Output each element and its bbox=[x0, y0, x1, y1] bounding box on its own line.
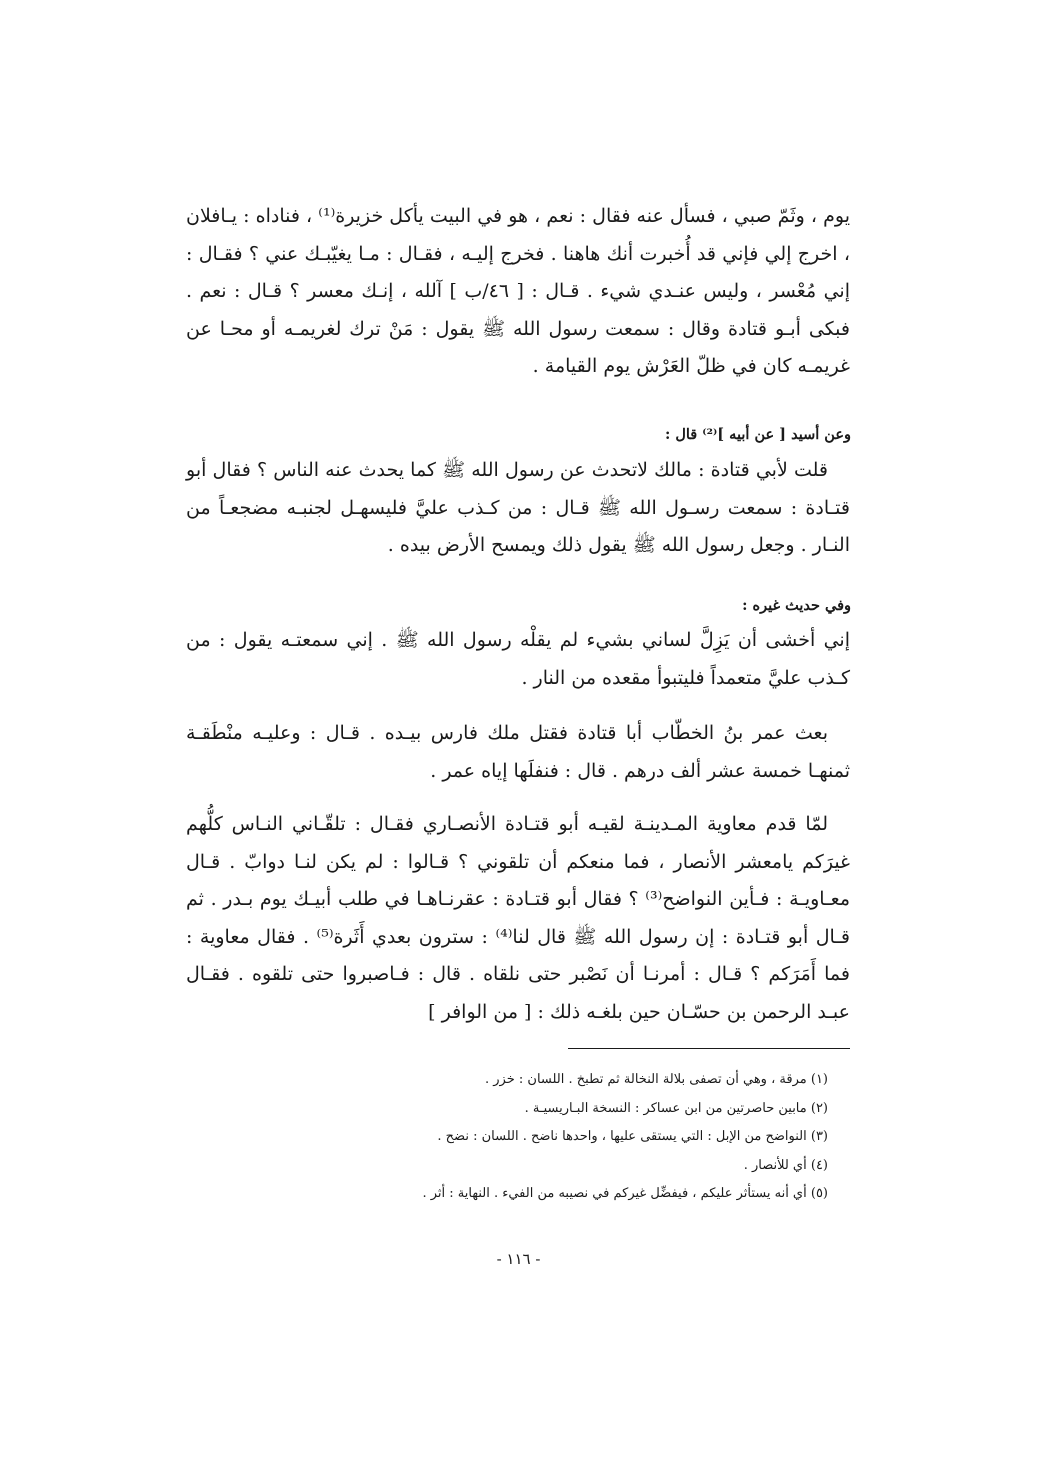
paragraph-text: قلت لأبي قتادة : مالك لاتحدث عن رسول الله ﷺ كما يحدث عنه الناس ؟ فقال أبو قتـادة : سمعت رسـول الله ﷺ قـال : من كـذب عليَّ فليسهـل لجنبـه مضجعـاً من النـار . وجعل رسول الله ﷺ يقول ذلك ويمسح الأرض بيده . bbox=[186, 459, 850, 556]
paragraph-muawiya-ansar bbox=[186, 806, 850, 1031]
footnote-5: (٥) أي أنه يستأثر عليكم ، فيفضِّل غيركم في نصيبه من الفيء . النهاية : أثر . bbox=[422, 1186, 828, 1202]
paragraph-text: لمّا قدم معاوية المـدينـة لقيـه أبو قتـادة الأنصـاري فقـال : تلقّـاني النـاس كلُّهم غيرَكم يامعشر الأنصار ، فما منعكم أن تلقوني ؟ قـالوا : لم يكن لنـا دوابّ . قـال معـاويـة : فـأين النواضح⁽³⁾ ؟ فقال أبو قتـادة : عقرنـاهـا في طلب أبيـك يوم بـدر . ثم قـال أبو قتـادة : إن رسول الله ﷺ قال لنا⁽⁴⁾ : سترون بعدي أَثَرة⁽⁵⁾ . فقال معاوية : فما أَمَرَكم ؟ قـال : أمرنـا أن نَصْبر حتى نلقاه . قال : فـاصبروا حتى تلقوه . فقـال عبـد الرحمن بن حسّـان حين بلغـه ذلك : [ من الوافر ] bbox=[186, 813, 850, 1023]
paragraph-text: بعث عمر بنُ الخطّاب أبا قتادة فقتل ملك فارس بيـده . قـال : وعليـه منْطَقـة ثمنهـا خمسة عشر ألف درهم . قال : فنفلَها إياه عمر . bbox=[186, 722, 850, 782]
paragraph-text: يوم ، وثَمّ صبي ، فسأل عنه فقال : نعم ، هو في البيت يأكل خزيرة⁽¹⁾ ، فناداه : يـافلان ، اخرج إلي فإني قد أُخبرت أنك هاهنا . فخرج إليـه ، فقـال : مـا يغيّبـك عني ؟ فقـال : إني مُعْسر ، وليس عنـدي شيء . قـال : [ ٤٦/ب ] آلله ، إنـك معسر ؟ قـال : نعم . فبكى أبـو قتادة وقال : سمعت رسول الله ﷺ يقول : مَنْ ترك لغريمـه أو محـا عن غريمـه كان في ظلّ العَرْش يوم القيامة . bbox=[186, 205, 850, 377]
paragraph-story-debtor bbox=[186, 198, 850, 386]
paragraph-hadith-lying bbox=[186, 452, 850, 565]
page-number: - ١١٦ - bbox=[496, 1250, 541, 1268]
paragraph-text: إني أخشى أن يَزِلَّ لساني بشيء لم يقلْه رسول الله ﷺ . إني سمعتـه يقول : من كـذب عليَّ متعمداً فليتبوأ مقعده من النار . bbox=[186, 629, 850, 689]
paragraph-fear-of-error bbox=[186, 622, 850, 697]
section-heading-other-hadith: وفي حديث غيره : bbox=[742, 597, 851, 614]
footnotes bbox=[300, 1066, 828, 1209]
paragraph-king-of-persia bbox=[186, 715, 850, 790]
footnote-2: (٢) مابين حاصرتين من ابن عساكر : النسخة البـاريسيـة . bbox=[524, 1100, 828, 1116]
footnote-3: (٣) النواضح من الإبل : التي يستقى عليها ، واحدها ناضح . اللسان : نضح . bbox=[437, 1129, 828, 1145]
footnote-separator bbox=[568, 1048, 850, 1049]
footnote-4: (٤) أي للأنصار . bbox=[743, 1157, 828, 1173]
section-heading-usaid: وعن أسيد [ عن أبيه ]⁽²⁾ قال : bbox=[664, 426, 851, 443]
footnote-1: (١) مرقة ، وهي أن تصفى بلالة النخالة ثم تطبخ . اللسان : خزر . bbox=[485, 1072, 828, 1087]
